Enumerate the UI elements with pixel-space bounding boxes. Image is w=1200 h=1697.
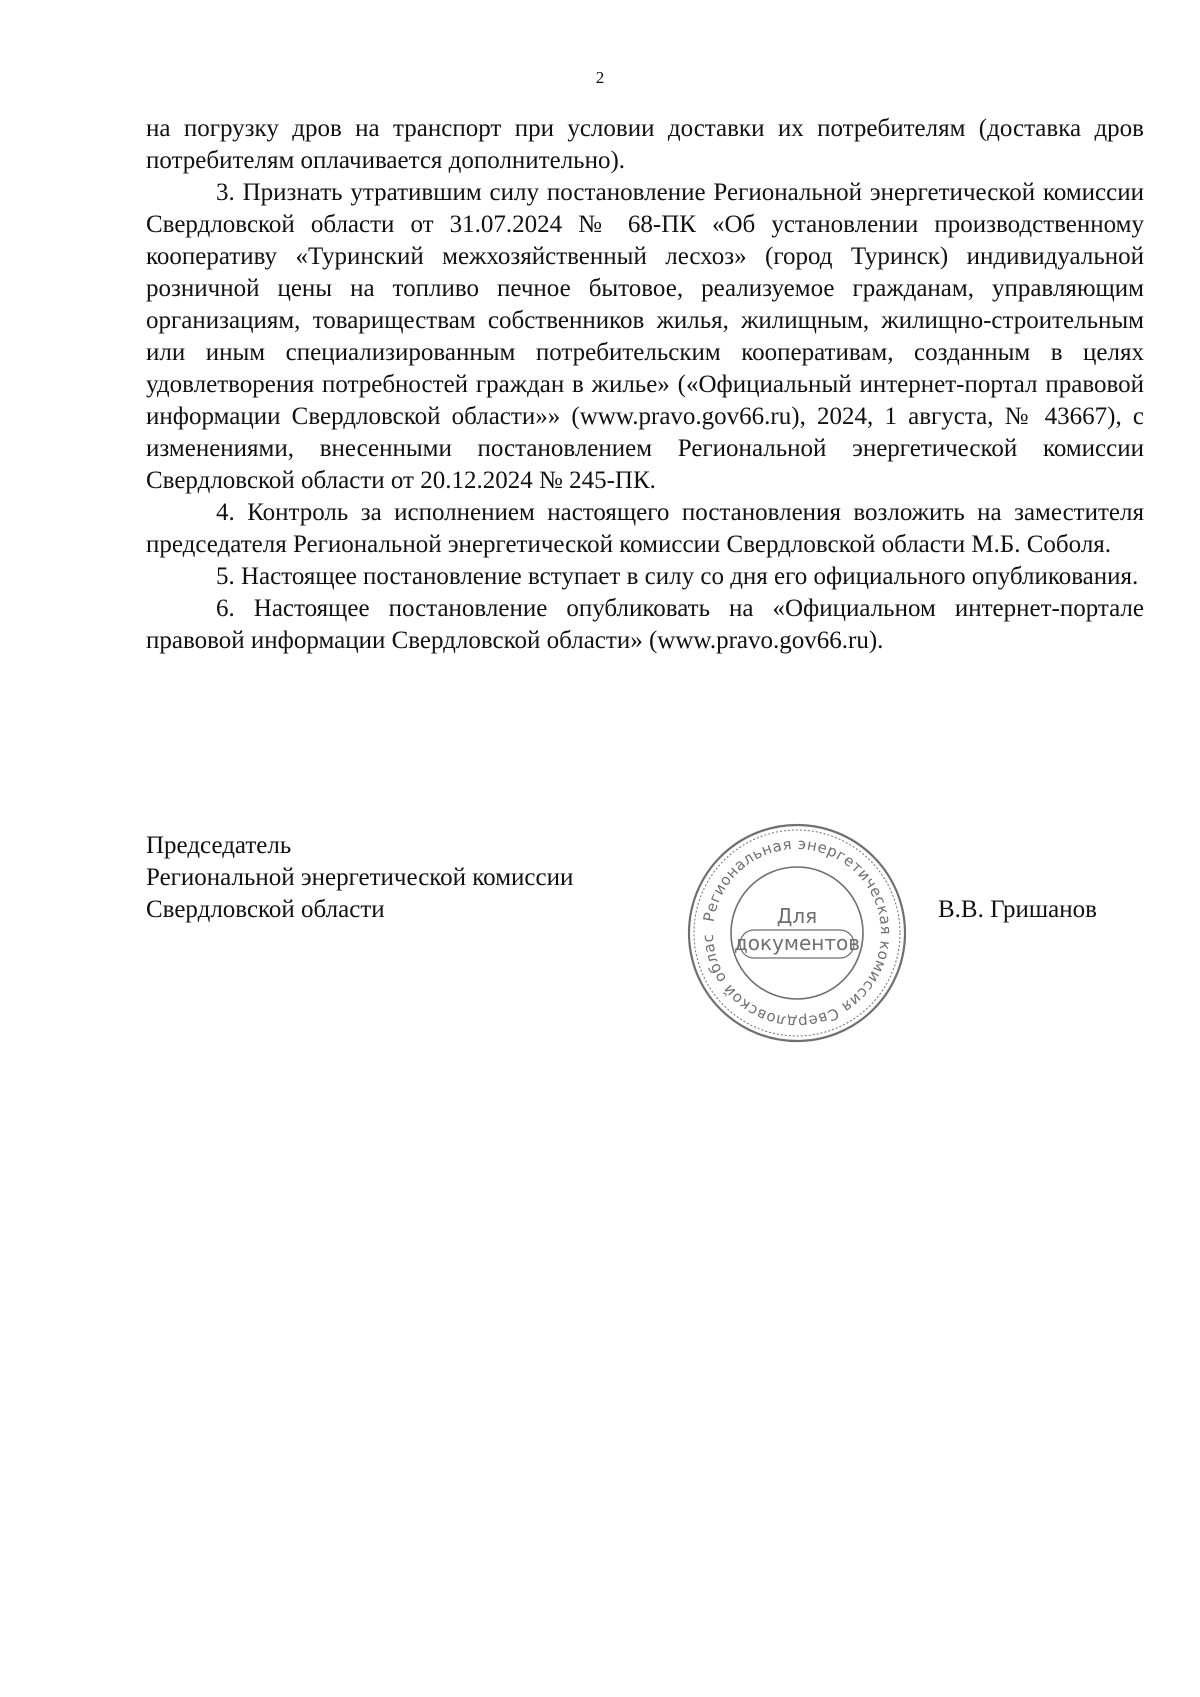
seal-center-text: документов xyxy=(733,931,861,955)
paragraph-item-4: 4. Контроль за исполнением настоящего постановления возложить на заместителя председателя Региональной энергетической комиссии Свердловской области М.Б. Соболя. xyxy=(146,499,1144,558)
seal-center-text: Для xyxy=(776,904,818,928)
official-seal-stamp xyxy=(682,818,912,1048)
document-body xyxy=(146,113,1144,657)
seal-ring-text: Региональная энергетическая комиссия Свердловской облас xyxy=(698,834,896,1032)
paragraph-item-5: 5. Настоящее постановление вступает в силу со дня его официального опубликования. xyxy=(216,563,1139,590)
signatory-position-line: Региональной энергетической комиссии xyxy=(146,864,574,891)
signatory-position-line: Председатель xyxy=(146,832,292,859)
paragraph-item-3: 3. Признать утратившим силу постановление Региональной энергетической комиссии Свердловской области от 31.07.2024 № 68-ПК «Об установлении производственному кооперативу «Туринский межхозяйственный лесхоз» (город Туринск) индивидуальной розничной цены на топливо печное бытовое, реализуемое гражданам, управляющим организациям, товариществам собственников жилья, жилищным, жилищно-строительным или иным специализированным потребительским кооперативам, созданным в целях удовлетворения потребностей граждан в жилье» («Официальный интернет-портал правовой информации Свердловской области»» (www.pravo.gov66.ru), 2024, 1 августа, № 43667), с изменениями, внесенными постановлением Региональной энергетической комиссии Свердловской области от 20.12.2024 № 245-ПК. xyxy=(146,179,1144,494)
seal-graphic xyxy=(682,818,912,1048)
page-number: 2 xyxy=(595,68,605,87)
signatory-position-line: Свердловской области xyxy=(146,896,385,923)
paragraph-item-6: 6. Настоящее постановление опубликовать на «Официальном интернет-портале правовой информации Свердловской области» (www.pravo.gov66.ru). xyxy=(146,595,1144,654)
paragraph-continuation: на погрузку дров на транспорт при условии доставки их потребителям (доставка дров потребителям оплачивается дополнительно). xyxy=(146,115,1144,174)
signatory-position xyxy=(146,830,573,926)
signatory-name: В.В. Гришанов xyxy=(938,896,1097,923)
